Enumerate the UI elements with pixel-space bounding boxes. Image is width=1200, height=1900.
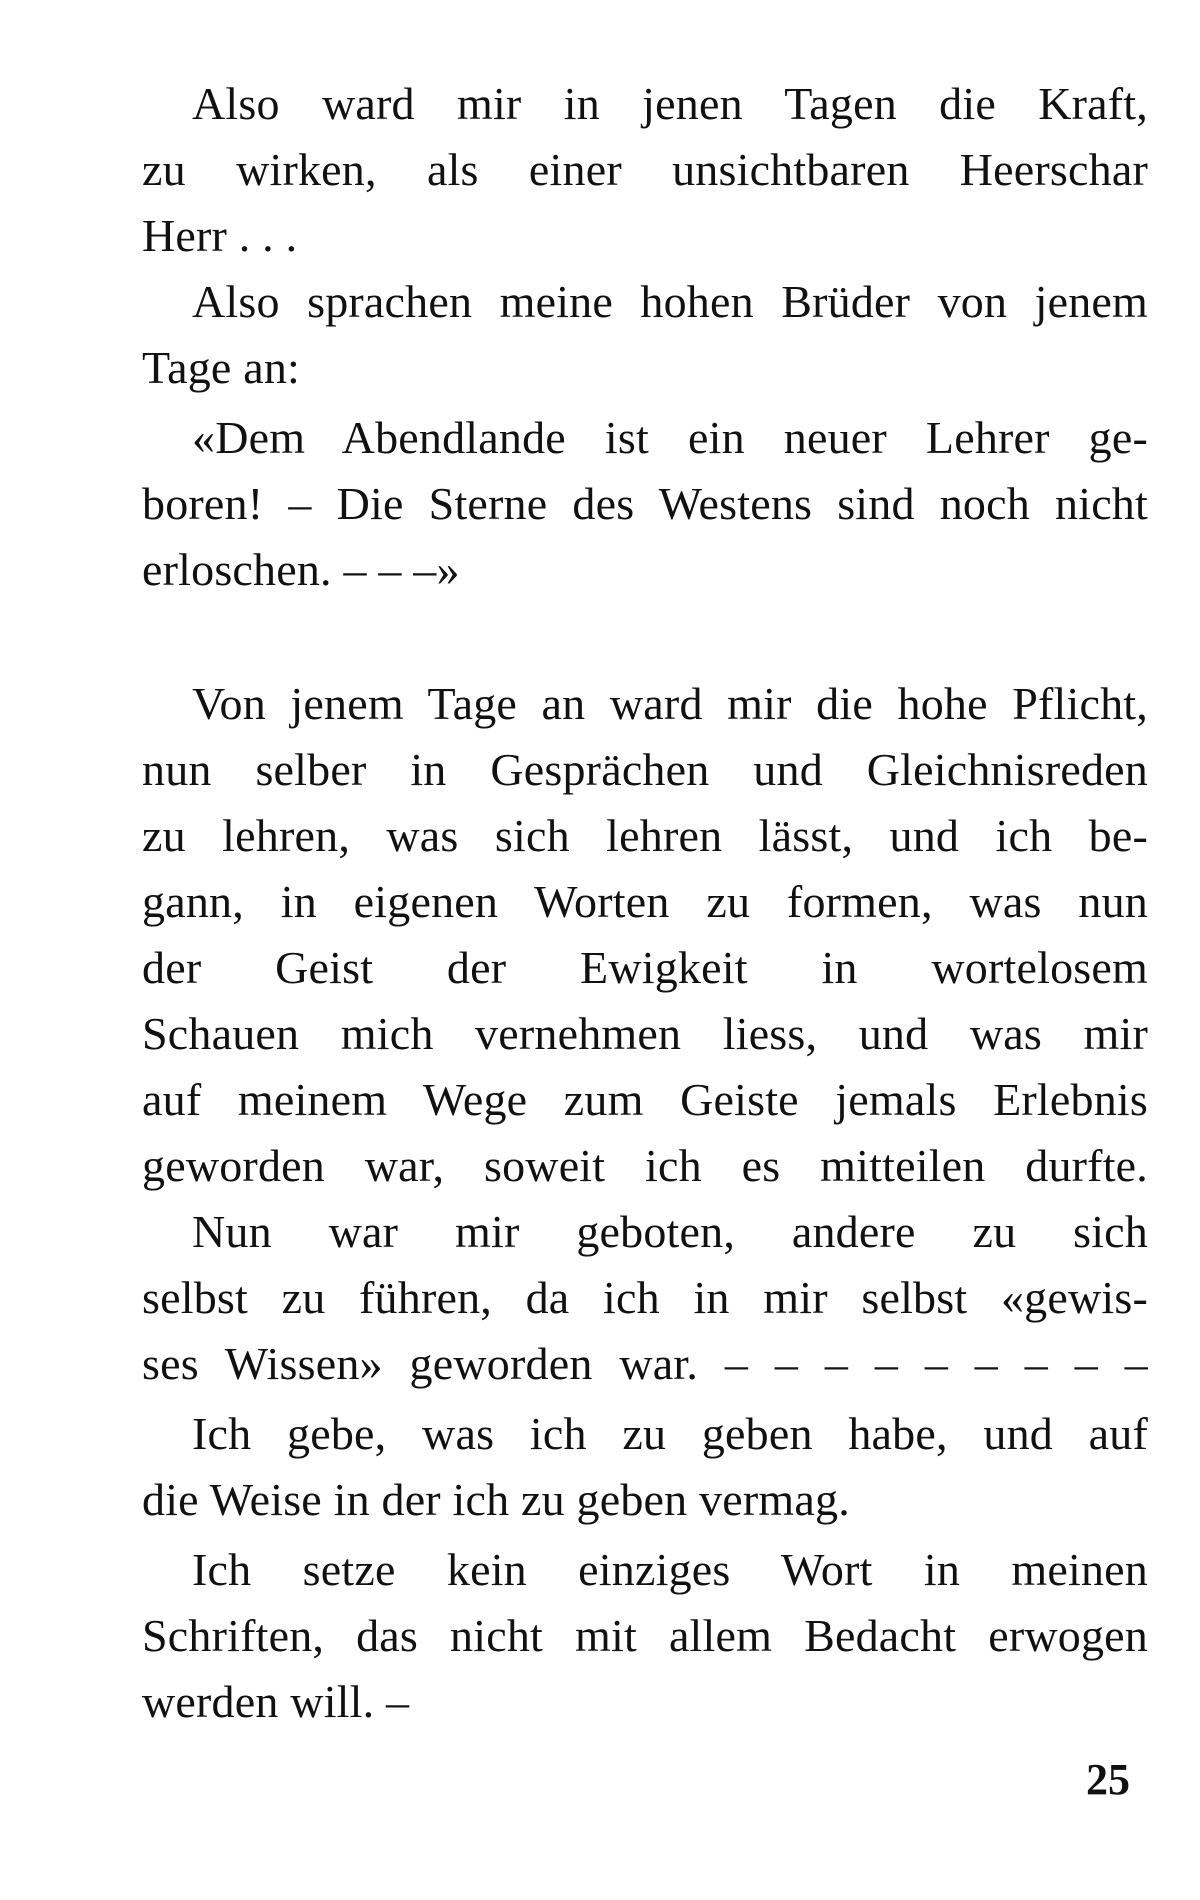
text-line: zu lehren, was sich lehren lässt, und ich be-: [142, 810, 1148, 861]
text-line: Also ward mir in jenen Tagen die Kraft,: [192, 78, 1148, 129]
text-line: Ich setze kein einziges Wort in meinen: [192, 1544, 1148, 1595]
text-line: zu wirken, als einer unsichtbaren Heerschar: [142, 144, 1148, 195]
text-line: Ich gebe, was ich zu geben habe, und auf: [192, 1408, 1148, 1459]
text-line: Schauen mich vernehmen liess, und was mir: [142, 1008, 1148, 1059]
text-line: geworden war, soweit ich es mitteilen durfte.: [142, 1140, 1148, 1191]
text-line: ses Wissen» geworden war. – – – – – – – – –: [142, 1338, 1148, 1389]
text-line: boren! – Die Sterne des Westens sind noch nicht: [142, 478, 1148, 529]
text-line: Schriften, das nicht mit allem Bedacht erwogen: [142, 1610, 1148, 1661]
text-line: werden will. –: [142, 1676, 410, 1727]
text-line: der Geist der Ewigkeit in wortelosem: [142, 942, 1148, 993]
text-line: gann, in eigenen Worten zu formen, was nun: [142, 876, 1148, 927]
text-line: Von jenem Tage an ward mir die hohe Pflicht,: [192, 678, 1148, 729]
page-number: 25: [1086, 1755, 1130, 1804]
text-line: Tage an:: [142, 342, 301, 393]
text-line: Nun war mir geboten, andere zu sich: [192, 1206, 1148, 1257]
text-line: Herr . . .: [142, 210, 298, 261]
text-line: auf meinem Wege zum Geiste jemals Erlebnis: [142, 1074, 1148, 1125]
text-line: die Weise in der ich zu geben vermag.: [142, 1474, 850, 1525]
text-line: «Dem Abendlande ist ein neuer Lehrer ge-: [192, 412, 1148, 463]
text-line: selbst zu führen, da ich in mir selbst «gewis-: [142, 1272, 1148, 1323]
text-line: erloschen. – – –»: [142, 544, 460, 595]
text-line: Also sprachen meine hohen Brüder von jenem: [192, 276, 1148, 327]
text-line: nun selber in Gesprächen und Gleichnisreden: [142, 744, 1148, 795]
